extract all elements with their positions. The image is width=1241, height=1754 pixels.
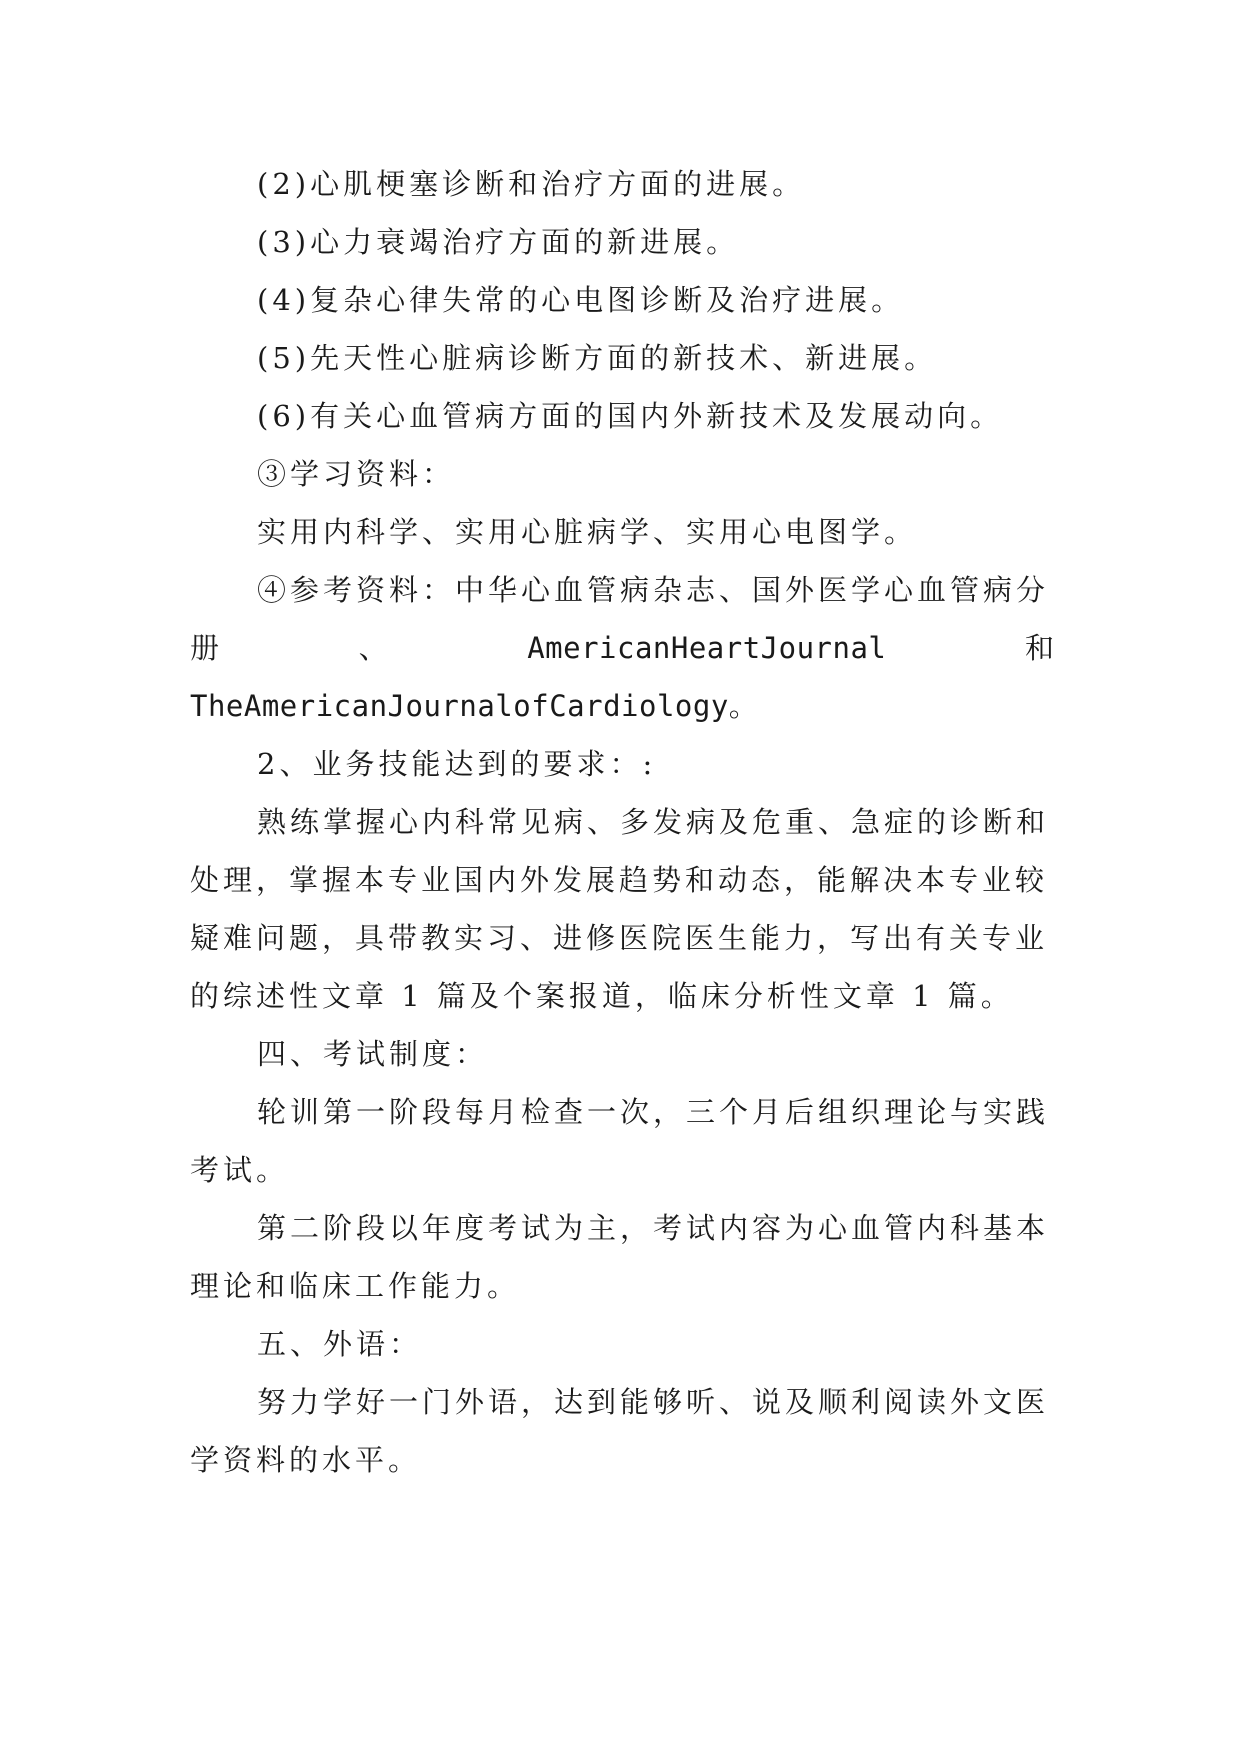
paragraph-line: 实用内科学、实用心脏病学、实用心电图学。: [257, 515, 918, 549]
section-heading: ③学习资料：: [257, 457, 456, 491]
paragraph-line: 熟练掌握心内科常见病、多发病及危重、急症的诊断和: [257, 805, 1050, 839]
paragraph-line: (3)心力衰竭治疗方面的新进展。: [257, 225, 740, 259]
paragraph-line: 理论和临床工作能力。: [190, 1269, 521, 1303]
text-fragment: 、: [358, 631, 389, 665]
paragraph-line: (2)心肌梗塞诊断和治疗方面的进展。: [257, 167, 806, 201]
paragraph-line: 第二阶段以年度考试为主，考试内容为心血管内科基本: [257, 1211, 1050, 1245]
paragraph-line: (6)有关心血管病方面的国内外新技术及发展动向。: [257, 399, 1004, 433]
paragraph-line: 考试。: [190, 1153, 290, 1187]
section-heading: 四、考试制度：: [257, 1037, 489, 1071]
text-fragment: 和: [1024, 631, 1055, 665]
justified-line: [190, 619, 1055, 677]
document-body: [190, 155, 1055, 1489]
paragraph-line: (5)先天性心脏病诊断方面的新技术、新进展。: [257, 341, 938, 375]
paragraph-line: 处理，掌握本专业国内外发展趋势和动态，能解决本专业较: [190, 863, 1049, 897]
paragraph-line: (4)复杂心律失常的心电图诊断及治疗进展。: [257, 283, 905, 317]
journal-name: AmericanHeartJournal: [527, 631, 887, 665]
paragraph-line: 的综述性文章 1 篇及个案报道，临床分析性文章 1 篇。: [190, 979, 1014, 1013]
section-heading: 五、外语：: [257, 1327, 423, 1361]
paragraph-line: 疑难问题，具带教实习、进修医院医生能力，写出有关专业: [190, 921, 1049, 955]
paragraph-line: 努力学好一门外语，达到能够听、说及顺利阅读外文医: [257, 1385, 1050, 1419]
section-heading: 2、业务技能达到的要求：:: [257, 747, 657, 781]
paragraph-line: 学资料的水平。: [190, 1443, 422, 1477]
text-fragment: 册: [190, 631, 221, 665]
paragraph-line: 轮训第一阶段每月检查一次，三个月后组织理论与实践: [257, 1095, 1050, 1129]
journal-name-line: TheAmericanJournalofCardiology。: [190, 689, 759, 723]
paragraph-line: ④参考资料：中华心血管病杂志、国外医学心血管病分: [257, 573, 1050, 607]
